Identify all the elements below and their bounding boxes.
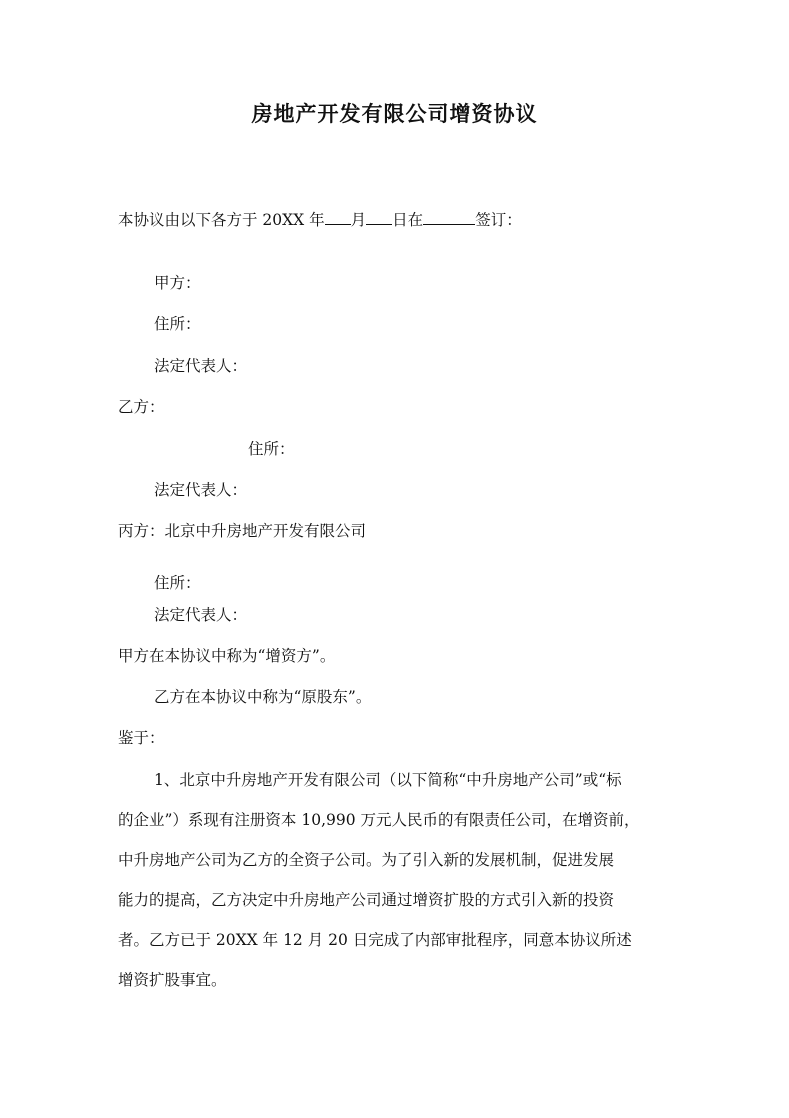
- party-b-representative: 法定代表人：: [154, 481, 248, 499]
- party-a-representative: 法定代表人：: [154, 357, 248, 375]
- party-c-label: 丙方：北京中升房地产开发有限公司: [118, 522, 367, 540]
- term-b: 乙方在本协议中称为“原股东”。: [154, 688, 372, 706]
- party-c-address: 住所：: [154, 574, 201, 592]
- party-b-label: 乙方：: [118, 398, 165, 416]
- party-a-label: 甲方：: [154, 274, 201, 292]
- clause-1-line: 1、北京中升房地产开发有限公司（以下简称“中升房地产公司”或“标: [154, 771, 622, 789]
- clause-1-line: 中升房地产公司为乙方的全资子公司。为了引入新的发展机制，促进发展: [118, 851, 615, 869]
- party-c-representative: 法定代表人：: [154, 606, 248, 624]
- clause-1-line: 增资扩股事宜。: [118, 971, 227, 989]
- party-a-address: 住所：: [154, 315, 201, 333]
- party-b-address: 住所：: [248, 440, 295, 458]
- document-title: 房地产开发有限公司增资协议: [251, 101, 538, 126]
- clause-1-line: 能力的提高，乙方决定中升房地产公司通过增资扩股的方式引入新的投资: [118, 891, 615, 909]
- intro-day: 日在: [392, 211, 424, 229]
- whereas-heading: 鉴于：: [118, 729, 165, 747]
- place-blank: [423, 210, 475, 225]
- intro-month: 月: [350, 211, 367, 229]
- intro-suffix: 签订：: [475, 211, 522, 229]
- clause-1-line: 的企业”）系现有注册资本 10,990 万元人民币的有限责任公司，在增资前，: [118, 811, 640, 829]
- month-blank: [325, 210, 351, 225]
- term-a: 甲方在本协议中称为“增资方”。: [118, 647, 336, 665]
- day-blank: [366, 210, 392, 225]
- intro-line: [118, 210, 522, 230]
- clause-1-line: 者。乙方已于 20XX 年 12 月 20 日完成了内部审批程序，同意本协议所述: [118, 931, 632, 949]
- clause-1: [118, 760, 670, 1000]
- intro-prefix: 本协议由以下各方于 20XX 年: [118, 211, 325, 229]
